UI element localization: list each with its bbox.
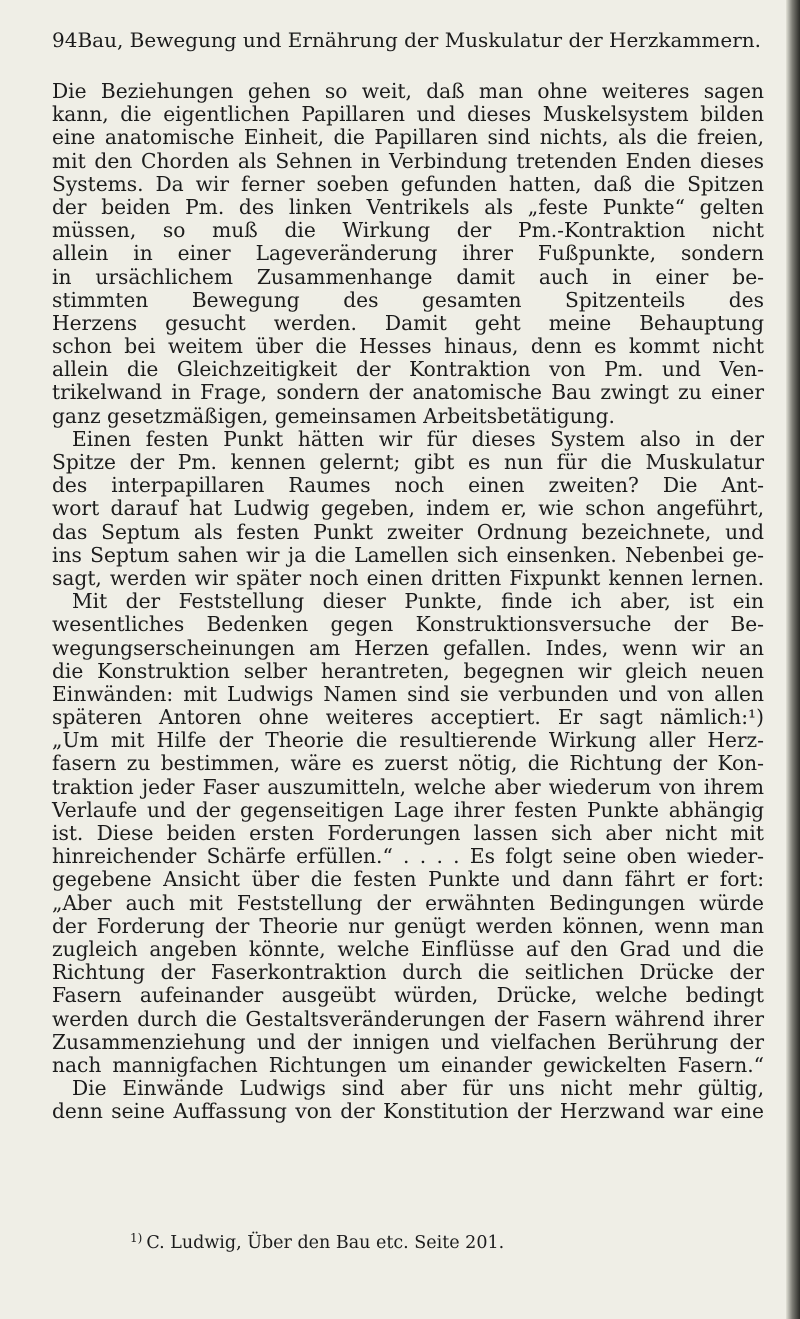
page-number: 94: [52, 28, 78, 52]
page-edge-shadow: [786, 0, 800, 1319]
text-line: müssen, so muß die Wirkung der Pm.-Kontraktion nicht: [52, 218, 764, 243]
text-line: trikelwand in Frage, sondern der anatomische Bau zwingt zu einer: [52, 380, 764, 405]
page-header: [52, 28, 762, 58]
text-line: Zusammenziehung und der innigen und vielfachen Berührung der: [52, 1029, 764, 1054]
running-title: Bau, Bewegung und Ernährung der Muskulatur der Herzkammern.: [77, 28, 762, 52]
footnote-marker: 1): [130, 1231, 143, 1245]
footnote: [130, 1227, 730, 1254]
text-line: hinreichender Schärfe erfüllen.“ . . . . Es folgt seine oben wieder-: [52, 844, 764, 869]
text-line: Systems. Da wir ferner soeben gefunden hatten, daß die Spitzen: [52, 171, 764, 196]
text-line: die Konstruktion selber herantreten, begegnen wir gleich neuen: [52, 658, 764, 683]
text-line: in ursächlichem Zusammenhange damit auch in einer be-: [52, 264, 764, 289]
text-line: fasern zu bestimmen, wäre es zuerst nötig, die Richtung der Kon-: [52, 751, 764, 776]
text-line: Fasern aufeinander ausgeübt würden, Drücke, welche bedingt: [52, 983, 764, 1008]
text-line: Einwänden: mit Ludwigs Namen sind sie verbunden und von allen: [52, 681, 764, 706]
text-line: nach mannigfachen Richtungen um einander gewickelten Fasern.“: [52, 1052, 764, 1077]
body-text: [52, 80, 764, 1123]
text-line: schon bei weitem über die Hesses hinaus, denn es kommt nicht: [52, 334, 764, 359]
text-line: zugleich angeben könnte, welche Einflüsse auf den Grad und die: [52, 936, 764, 961]
text-line: das Septum als festen Punkt zweiter Ordnung bezeichnete, und: [52, 519, 764, 544]
text-line: der Forderung der Theorie nur genügt werden können, wenn man: [52, 913, 764, 938]
text-line: „Um mit Hilfe der Theorie die resultierende Wirkung aller Herz-: [52, 728, 764, 753]
text-line: Verlaufe und der gegenseitigen Lage ihrer festen Punkte abhängig: [52, 797, 764, 822]
text-line: späteren Antoren ohne weiteres acceptiert. Er sagt nämlich:¹): [52, 705, 764, 730]
footnote-text: C. Ludwig, Über den Bau etc. Seite 201.: [146, 1233, 505, 1253]
text-line: sagt, werden wir später noch einen dritten Fixpunkt kennen lernen.: [52, 565, 764, 590]
text-line: „Aber auch mit Feststellung der erwähnten Bedingungen würde: [52, 890, 764, 915]
text-line: der beiden Pm. des linken Ventrikels als „feste Punkte“ gelten: [52, 194, 764, 219]
text-line: gegebene Ansicht über die festen Punkte und dann fährt er fort:: [52, 867, 764, 892]
text-line: Einen festen Punkt hätten wir für dieses System also in der: [72, 426, 764, 451]
text-line: Richtung der Faserkontraktion durch die seitlichen Drücke der: [52, 960, 764, 985]
text-line: denn seine Auffassung von der Konstitution der Herzwand war eine: [52, 1099, 764, 1124]
text-line: eine anatomische Einheit, die Papillaren sind nichts, als die freien,: [52, 125, 764, 150]
text-line: wesentliches Bedenken gegen Konstruktionsversuche der Be-: [52, 612, 764, 637]
text-line: wegungserscheinungen am Herzen gefallen. Indes, wenn wir an: [52, 635, 764, 660]
text-line: wort darauf hat Ludwig gegeben, indem er, wie schon angeführt,: [52, 496, 764, 521]
text-line: traktion jeder Faser auszumitteln, welche aber wiederum von ihrem: [52, 774, 764, 799]
text-line: kann, die eigentlichen Papillaren und dieses Muskelsystem bilden: [52, 102, 764, 127]
text-line: Mit der Feststellung dieser Punkte, finde ich aber, ist ein: [72, 589, 764, 614]
text-line: Die Beziehungen gehen so weit, daß man ohne weiteres sagen: [52, 79, 764, 103]
text-line: ist. Diese beiden ersten Forderungen lassen sich aber nicht mit: [52, 821, 764, 845]
text-line: Herzens gesucht werden. Damit geht meine Behauptung: [52, 310, 764, 335]
text-line: allein in einer Lageveränderung ihrer Fußpunkte, sondern: [52, 241, 764, 266]
text-line: ganz gesetzmäßigen, gemeinsamen Arbeitsbetätigung.: [52, 403, 615, 428]
text-line: des interpapillaren Raumes noch einen zweiten? Die Ant-: [52, 473, 764, 498]
text-line: werden durch die Gestaltsveränderungen der Fasern während ihrer: [52, 1006, 764, 1031]
text-line: Spitze der Pm. kennen gelernt; gibt es nun für die Muskulatur: [52, 450, 764, 474]
text-line: allein die Gleichzeitigkeit der Kontraktion von Pm. und Ven-: [52, 357, 764, 382]
text-line: Die Einwände Ludwigs sind aber für uns nicht mehr gültig,: [72, 1076, 764, 1101]
text-line: stimmten Bewegung des gesamten Spitzenteils des: [52, 287, 764, 312]
text-line: ins Septum sahen wir ja die Lamellen sich einsenken. Nebenbei ge-: [52, 542, 764, 567]
text-line: mit den Chorden als Sehnen in Verbindung tretenden Enden dieses: [52, 148, 764, 173]
